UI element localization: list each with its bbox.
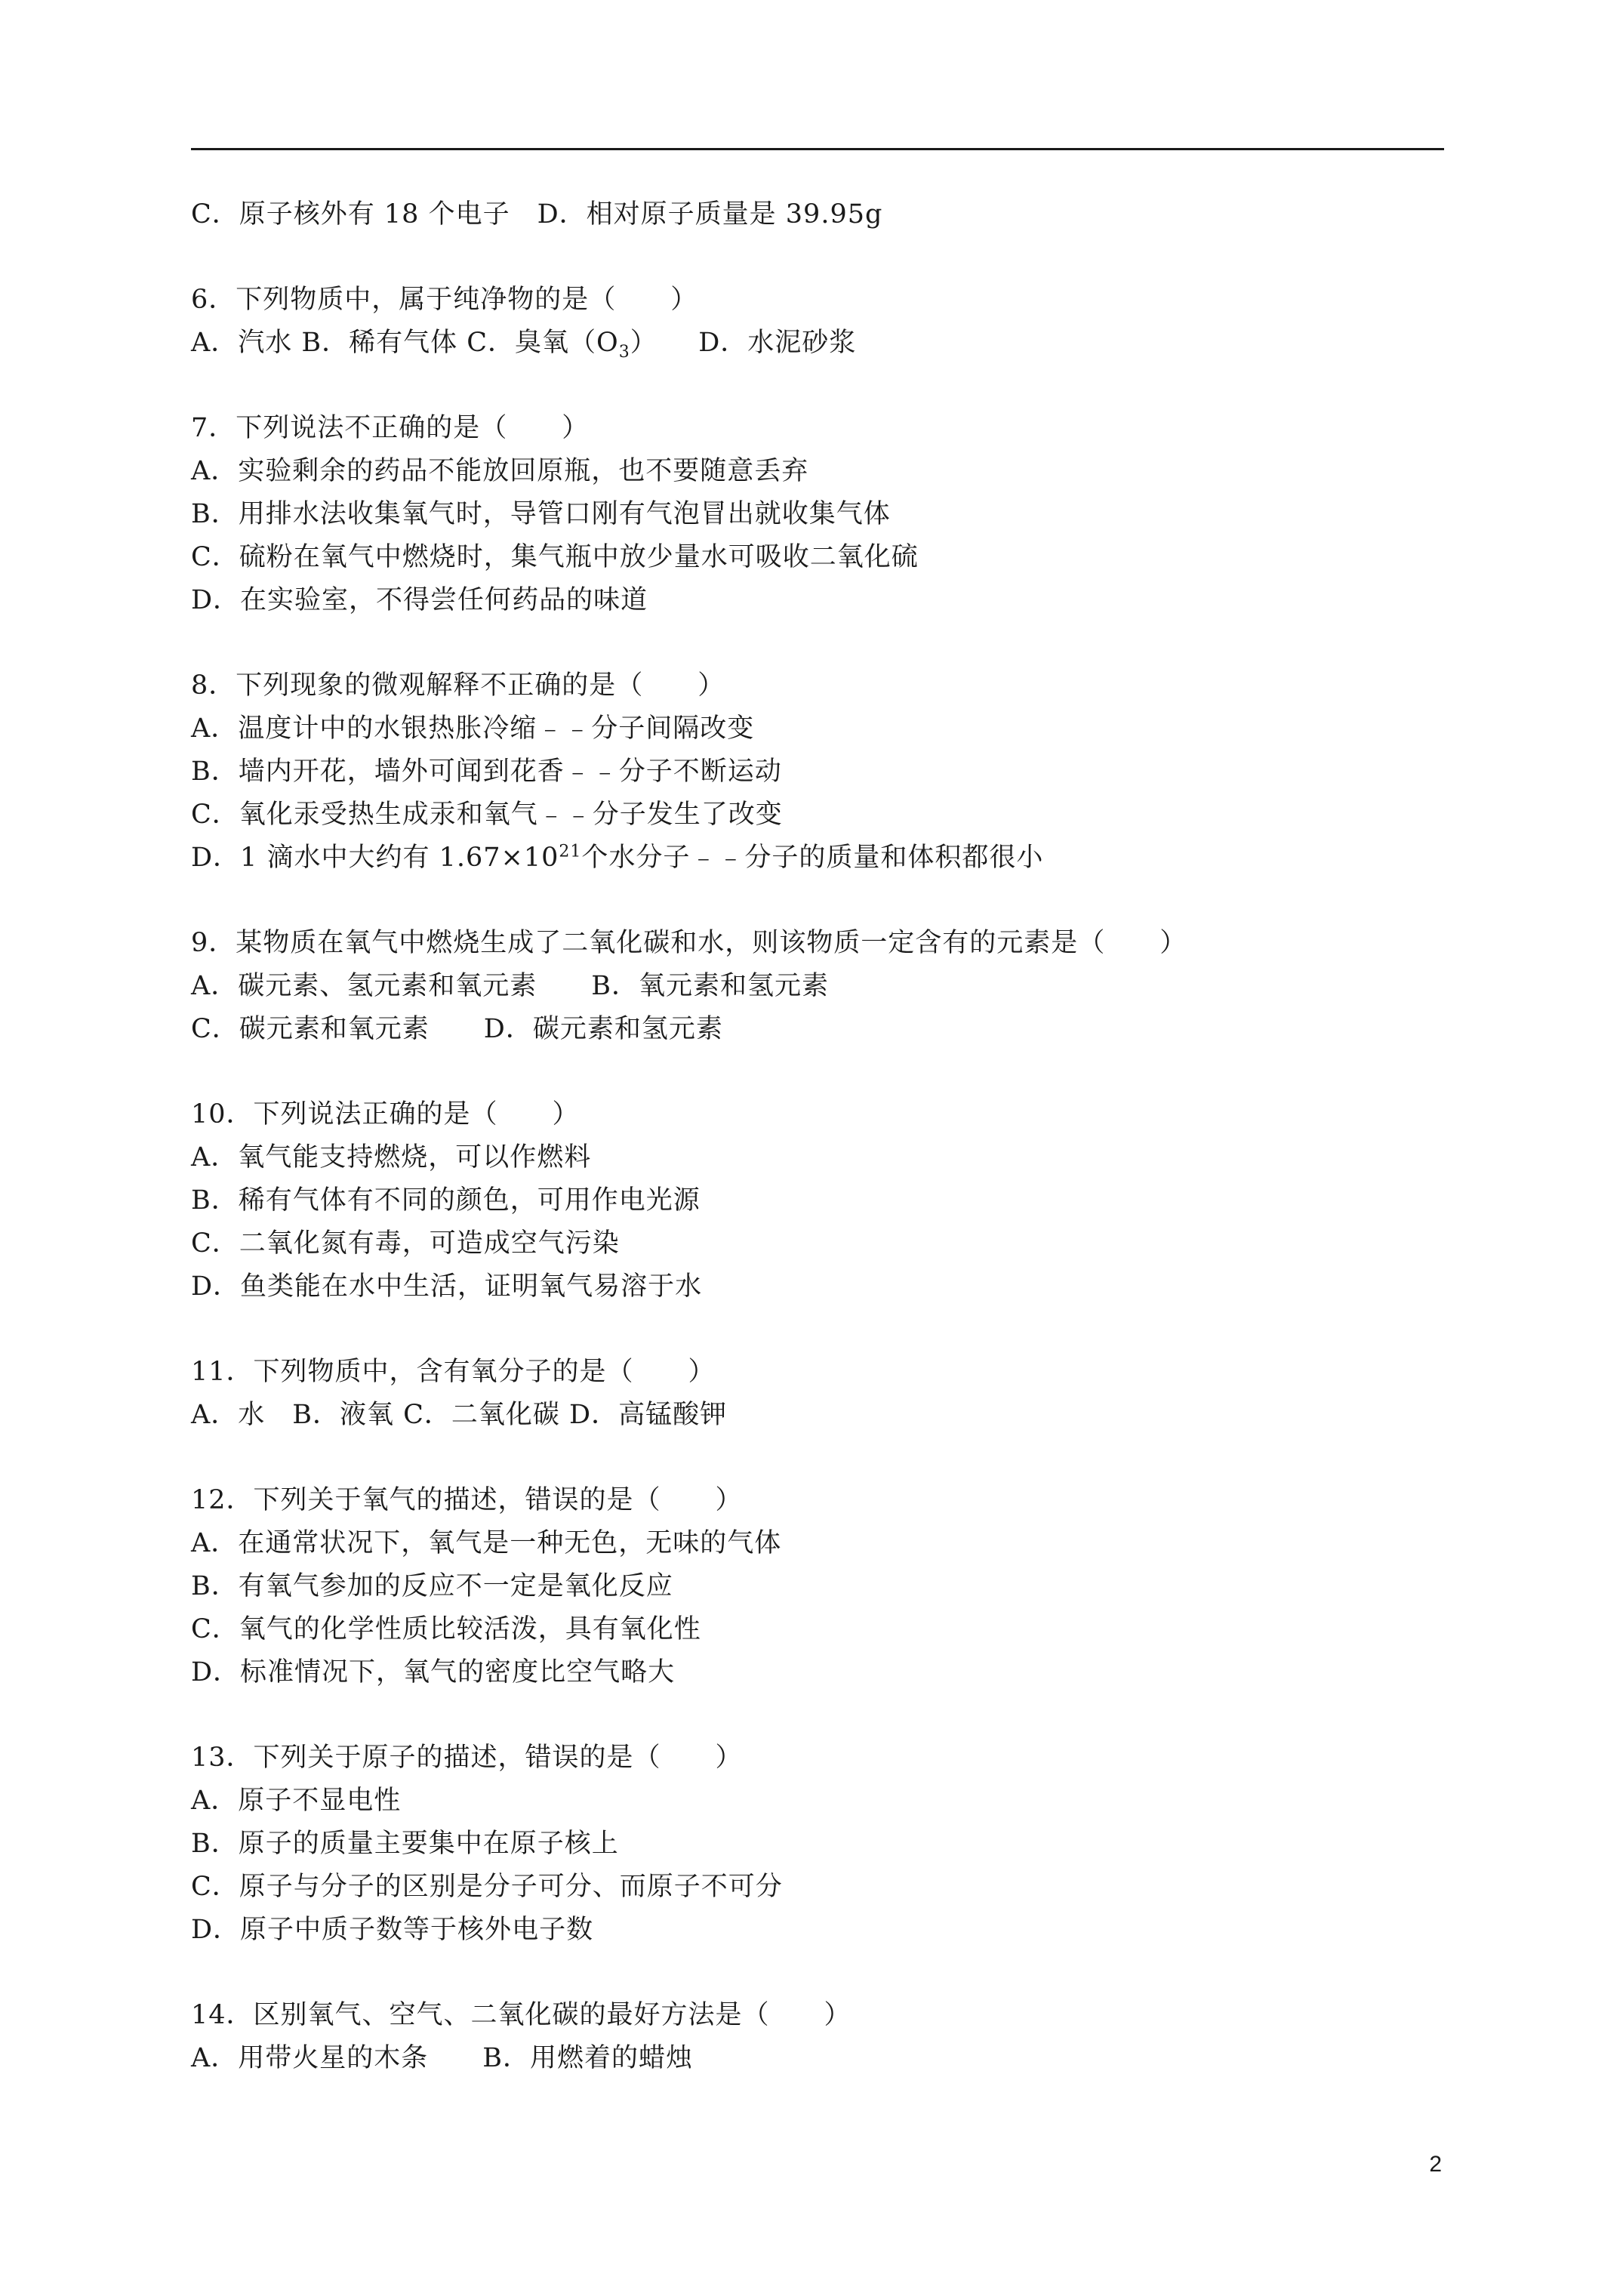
q12-stem: 12．下列关于氧气的描述，错误的是（ ） [191, 1485, 743, 1515]
q7-option-b: B．用排水法收集氧气时，导管口刚有气泡冒出就收集气体 [191, 499, 891, 529]
header-rule [191, 148, 1444, 150]
q6-options [191, 322, 1444, 365]
q10-option-d: D．鱼类能在水中生活，证明氧气易溶于水 [191, 1271, 703, 1302]
q6-options-post: ） D．水泥砂浆 [630, 328, 857, 358]
q13-option-c: C．原子与分子的区别是分子可分、而原子不可分 [191, 1872, 783, 1902]
q12-option-b: B．有氧气参加的反应不一定是氧化反应 [191, 1571, 673, 1601]
q6-ozone-subscript: 3 [618, 343, 630, 362]
q8-option-a: A．温度计中的水银热胀冷缩﹣﹣分子间隔改变 [191, 713, 755, 744]
q8-option-d [191, 837, 1444, 880]
q8-option-b: B．墙内开花，墙外可闻到花香﹣﹣分子不断运动 [191, 757, 782, 787]
q5-option-c: C．原子核外有 18 个电子 [191, 199, 510, 230]
q13-option-b: B．原子的质量主要集中在原子核上 [191, 1829, 619, 1859]
q8-option-d-post: 个水分子﹣﹣分子的质量和体积都很小 [581, 843, 1044, 873]
page-number: 2 [1429, 2152, 1442, 2177]
q11-options: A．水 B．液氧 C．二氧化碳 D．高锰酸钾 [191, 1400, 728, 1430]
q10-option-c: C．二氧化氮有毒，可造成空气污染 [191, 1228, 620, 1259]
q7-option-d: D．在实验室，不得尝任何药品的味道 [191, 585, 648, 615]
q7-option-c: C．硫粉在氧气中燃烧时，集气瓶中放少量水可吸收二氧化硫 [191, 542, 919, 572]
q12-option-a: A．在通常状况下，氧气是一种无色，无味的气体 [191, 1528, 782, 1558]
q13-stem: 13．下列关于原子的描述，错误的是（ ） [191, 1743, 743, 1773]
page-body [191, 193, 1444, 2080]
q9-stem: 9．某物质在氧气中燃烧生成了二氧化碳和水，则该物质一定含有的元素是（ ） [191, 928, 1187, 958]
q10-option-a: A．氧气能支持燃烧，可以作燃料 [191, 1142, 592, 1173]
q14-options-ab: A．用带火星的木条 B．用燃着的蜡烛 [191, 2043, 693, 2073]
q7-stem: 7．下列说法不正确的是（ ） [191, 413, 590, 443]
q8-stem: 8．下列现象的微观解释不正确的是（ ） [191, 670, 725, 701]
q12-option-d: D．标准情况下，氧气的密度比空气略大 [191, 1657, 676, 1687]
q9-options-cd: C．碳元素和氧元素 D．碳元素和氢元素 [191, 1014, 723, 1044]
q12-option-c: C．氧气的化学性质比较活泼，具有氧化性 [191, 1614, 701, 1644]
q5-option-d: D．相对原子质量是 39.95g [537, 199, 883, 230]
q13-option-a: A．原子不显电性 [191, 1786, 402, 1816]
q11-stem: 11．下列物质中，含有氧分子的是（ ） [191, 1357, 716, 1387]
q14-stem: 14．区别氧气、空气、二氧化碳的最好方法是（ ） [191, 2000, 852, 2030]
q10-option-b: B．稀有气体有不同的颜色，可用作电光源 [191, 1185, 701, 1216]
q6-stem: 6．下列物质中，属于纯净物的是（ ） [191, 285, 698, 315]
q9-options-ab: A．碳元素、氢元素和氧元素 B．氧元素和氢元素 [191, 971, 829, 1001]
q13-option-d: D．原子中质子数等于核外电子数 [191, 1915, 594, 1945]
q5-options-cd [191, 193, 1444, 236]
q10-stem: 10．下列说法正确的是（ ） [191, 1099, 580, 1130]
q8-exponent: 21 [559, 842, 582, 861]
q6-options-pre: A．汽水 B．稀有气体 C．臭氧（O [191, 328, 619, 358]
q7-option-a: A．实验剩余的药品不能放回原瓶，也不要随意丢弃 [191, 456, 809, 486]
q8-option-c: C．氧化汞受热生成汞和氧气﹣﹣分子发生了改变 [191, 800, 783, 830]
q8-option-d-pre: D．1 滴水中大约有 1.67×10 [191, 843, 559, 873]
